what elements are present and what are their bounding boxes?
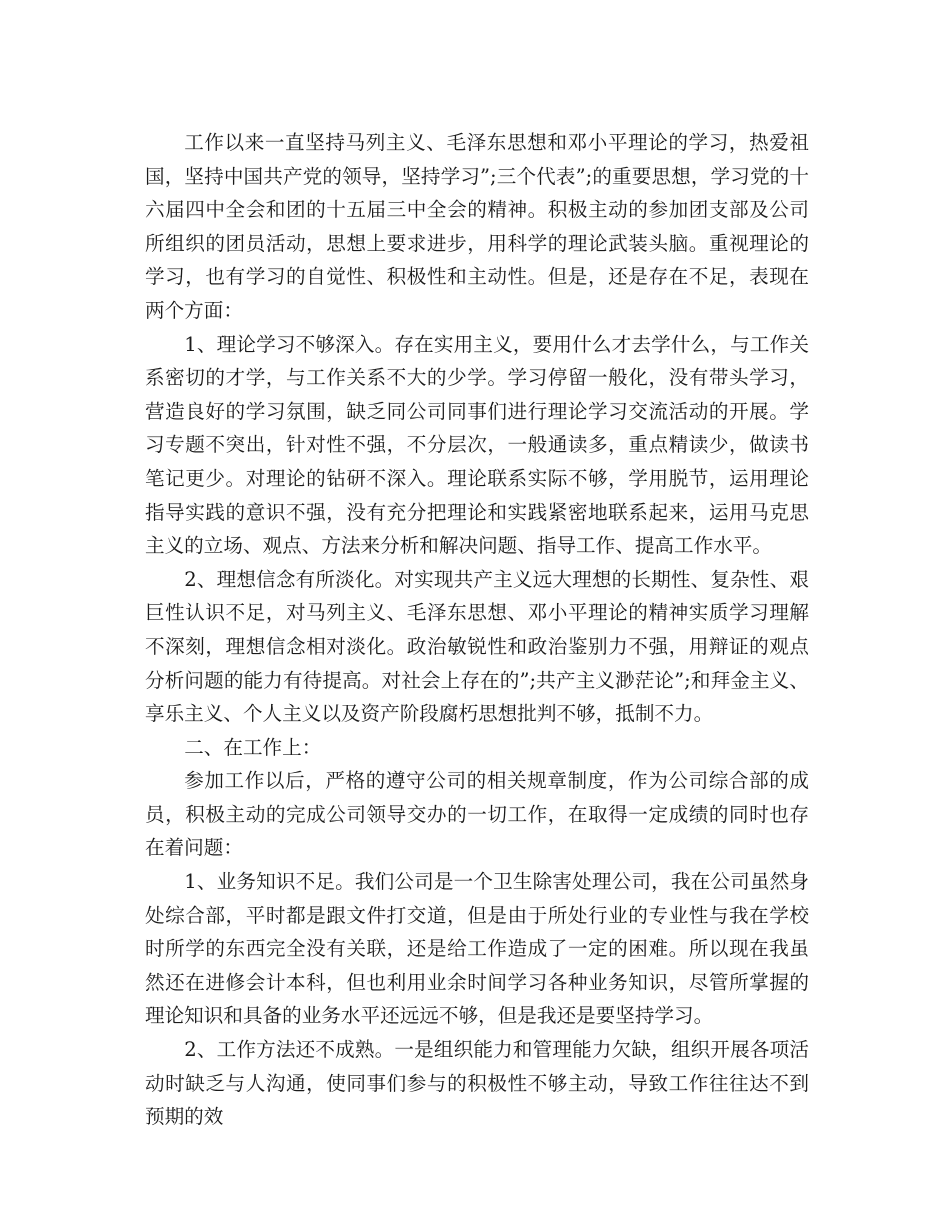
section-heading: 二、在工作上： [184,735,322,759]
paragraph-6: 1、业务知识不足。我们公司是一个卫生除害处理公司，我在公司虽然身处综合部，平时都是跟文件打交道，但是由于所处行业的专业性与我在学校时所学的东西完全没有关联，还是给工作造成了一定的困难。所以现在我虽然还在进修会计本科，但也利用业余时间学习各种业务知识，尽管所掌握的理论知识和具备的业务水平还远远不够，但是我还是要坚持学习。 [145,870,809,1028]
document-body [145,126,809,1134]
paragraph-2: 1、理论学习不够深入。存在实用主义，要用什么才去学什么，与工作关系密切的才学，与工作关系不大的少学。学习停留一般化，没有带头学习，营造良好的学习氛围，缺乏同公司同事们进行理论学习交流活动的开展。学习专题不突出，针对性不强，不分层次，一般通读多，重点精读少，做读书笔记更少。对理论的钻研不深入。理论联系实际不够，学用脱节，运用理论指导实践的意识不强，没有充分把理论和实践紧密地联系起来，运用马克思主义的立场、观点、方法来分析和解决问题、指导工作、提高工作水平。 [145,332,809,558]
paragraph-3: 2、理想信念有所淡化。对实现共产主义远大理想的长期性、复杂性、艰巨性认识不足，对马列主义、毛泽东思想、邓小平理论的精神实质学习理解不深刻，理想信念相对淡化。政治敏锐性和政治鉴别力不强，用辩证的观点分析问题的能力有待提高。对社会上存在的”;共产主义渺茫论”;和拜金主义、享乐主义、个人主义以及资产阶段腐朽思想批判不够，抵制不力。 [145,567,809,726]
paragraph-7: 2、工作方法还不成熟。一是组织能力和管理能力欠缺，组织开展各项活动时缺乏与人沟通，使同事们参与的积极性不够主动，导致工作往往达不到预期的效 [145,1038,809,1129]
paragraph-5: 参加工作以后，严格的遵守公司的相关规章制度，作为公司综合部的成员，积极主动的完成公司领导交办的一切工作，在取得一定成绩的同时也存在着问题： [145,769,809,860]
paragraph-1: 工作以来一直坚持马列主义、毛泽东思想和邓小平理论的学习，热爱祖国，坚持中国共产党的领导，坚持学习”;三个代表”;的重要思想，学习党的十六届四中全会和团的十五届三中全会的精神。积极主动的参加团支部及公司所组织的团员活动，思想上要求进步，用科学的理论武装头脑。重视理论的学习，也有学习的自觉性、积极性和主动性。但是，还是存在不足，表现在两个方面： [145,131,809,322]
